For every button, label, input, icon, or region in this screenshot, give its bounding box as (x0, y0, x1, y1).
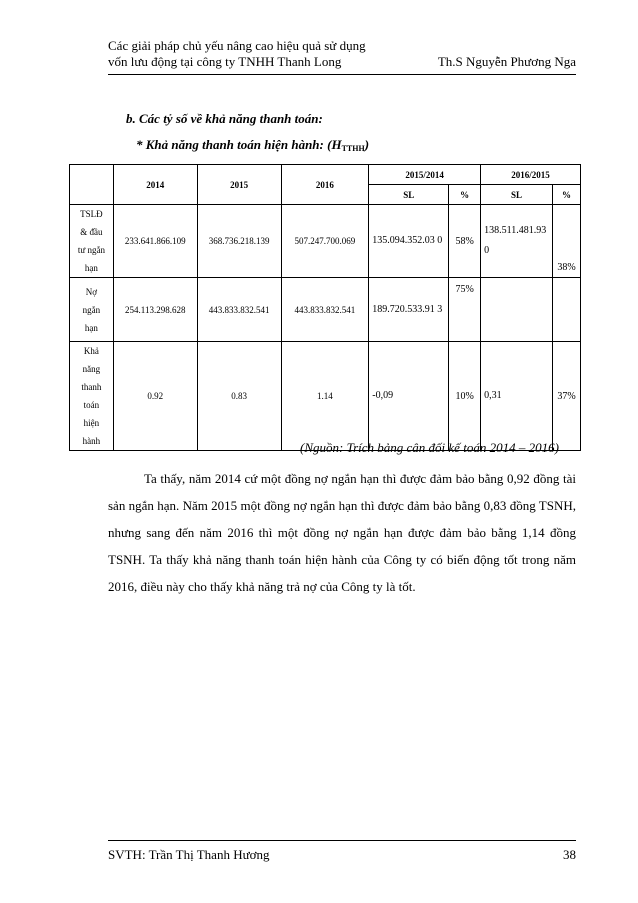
table-header-row (70, 165, 581, 185)
section-title: b. Các tỷ số về khả năng thanh toán: (126, 111, 323, 126)
header-author: Th.S Nguyễn Phương Nga (437, 54, 576, 69)
row-label-line: năng (82, 364, 101, 374)
cell-sl: 189.720.533.91 3 (369, 278, 449, 342)
table-row (70, 342, 581, 451)
row-label-line: Nợ (85, 286, 98, 297)
footer-divider (108, 840, 576, 841)
cell-pct: 75% (449, 278, 481, 342)
page-number: 38 (563, 847, 576, 862)
row-label-line: Khả (83, 346, 99, 356)
cell-value: 507.247.700.069 (281, 205, 369, 278)
header-title-line1: Các giải pháp chủ yếu nâng cao hiệu quả sử dụng (108, 38, 366, 53)
row-label-line: TSLĐ (80, 209, 103, 219)
cell-pct (553, 278, 581, 342)
page-header (108, 38, 576, 70)
header-year-2014: 2014 (113, 165, 197, 205)
row-label (70, 342, 114, 451)
row-label-line: tư ngắn (77, 245, 105, 255)
cell-value: 0.92 (113, 342, 197, 451)
row-label-line: hạn (84, 322, 98, 333)
cell-pct: 38% (553, 205, 581, 278)
row-label (70, 278, 114, 342)
row-label-line: toán (83, 400, 100, 410)
cell-pct: 58% (449, 205, 481, 278)
row-label-line: ngắn (82, 304, 101, 315)
cell-sl: 0,31 (481, 342, 553, 451)
row-label-line: hạn (84, 263, 98, 273)
cell-pct: 37% (553, 342, 581, 451)
sub-title (136, 137, 369, 153)
subheader-sl: SL (369, 185, 449, 205)
table-row (70, 278, 581, 342)
cell-value: 368.736.218.139 (197, 205, 281, 278)
body-paragraph: Ta thấy, năm 2014 cứ một đồng nợ ngắn hạn thì được đảm bảo bằng 0,92 đồng tài sản ngắn hạn. Năm 2015 một đồng nợ ngắn hạn thì được đảm bảo bằng 0,83 đồng TSNH, nhưng sang đến năm 2016 thì một đồng nợ ngắn hạn được đảm bảo bằng 1,14 đồng TSNH. Ta thấy khả năng thanh toán hiện hành của Công ty có biến động tốt trong năm 2016, điều này cho thấy khả năng trả nợ của Công ty là tốt. (108, 471, 576, 594)
subheader-pct: % (553, 185, 581, 205)
row-label-line: thanh (81, 382, 102, 392)
sub-title-text: * Khả năng thanh toán hiện hành: (H (136, 137, 342, 152)
cell-sl: -0,09 (369, 342, 449, 451)
cell-sl (481, 278, 553, 342)
cell-sl: 138.511.481.93 0 (481, 205, 553, 278)
table-source-note: (Nguồn: Trích bảng cân đối kế toán 2014 – 2016) (300, 440, 559, 455)
cell-pct: 10% (449, 342, 481, 451)
cell-value: 233.641.866.109 (113, 205, 197, 278)
header-year-2015: 2015 (197, 165, 281, 205)
page-footer (108, 847, 576, 863)
header-title-line2: vốn lưu động tại công ty TNHH Thanh Long (108, 54, 342, 69)
table-row (70, 205, 581, 278)
row-label-line: hành (82, 436, 101, 446)
header-compare-2016-2015: 2016/2015 (481, 165, 581, 185)
row-label (70, 205, 114, 278)
sub-title-subscript: TTHH (341, 144, 365, 153)
cell-value: 443.833.832.541 (197, 278, 281, 342)
subheader-pct: % (449, 185, 481, 205)
cell-value: 443.833.832.541 (281, 278, 369, 342)
cell-sl: 135.094.352.03 0 (369, 205, 449, 278)
header-year-2016: 2016 (281, 165, 369, 205)
header-compare-2015-2014: 2015/2014 (369, 165, 481, 185)
table-corner-cell (70, 165, 114, 205)
cell-value: 0.83 (197, 342, 281, 451)
cell-value: 1.14 (281, 342, 369, 451)
row-label-line: hiện (83, 418, 100, 428)
footer-student: SVTH: Trần Thị Thanh Hương (108, 847, 270, 862)
header-divider (108, 74, 576, 75)
subheader-sl: SL (481, 185, 553, 205)
sub-title-close: ) (364, 137, 370, 152)
header-line2 (108, 54, 576, 70)
row-label-line: & đầu (80, 227, 103, 237)
cell-value: 254.113.298.628 (113, 278, 197, 342)
ratio-table (69, 164, 581, 451)
